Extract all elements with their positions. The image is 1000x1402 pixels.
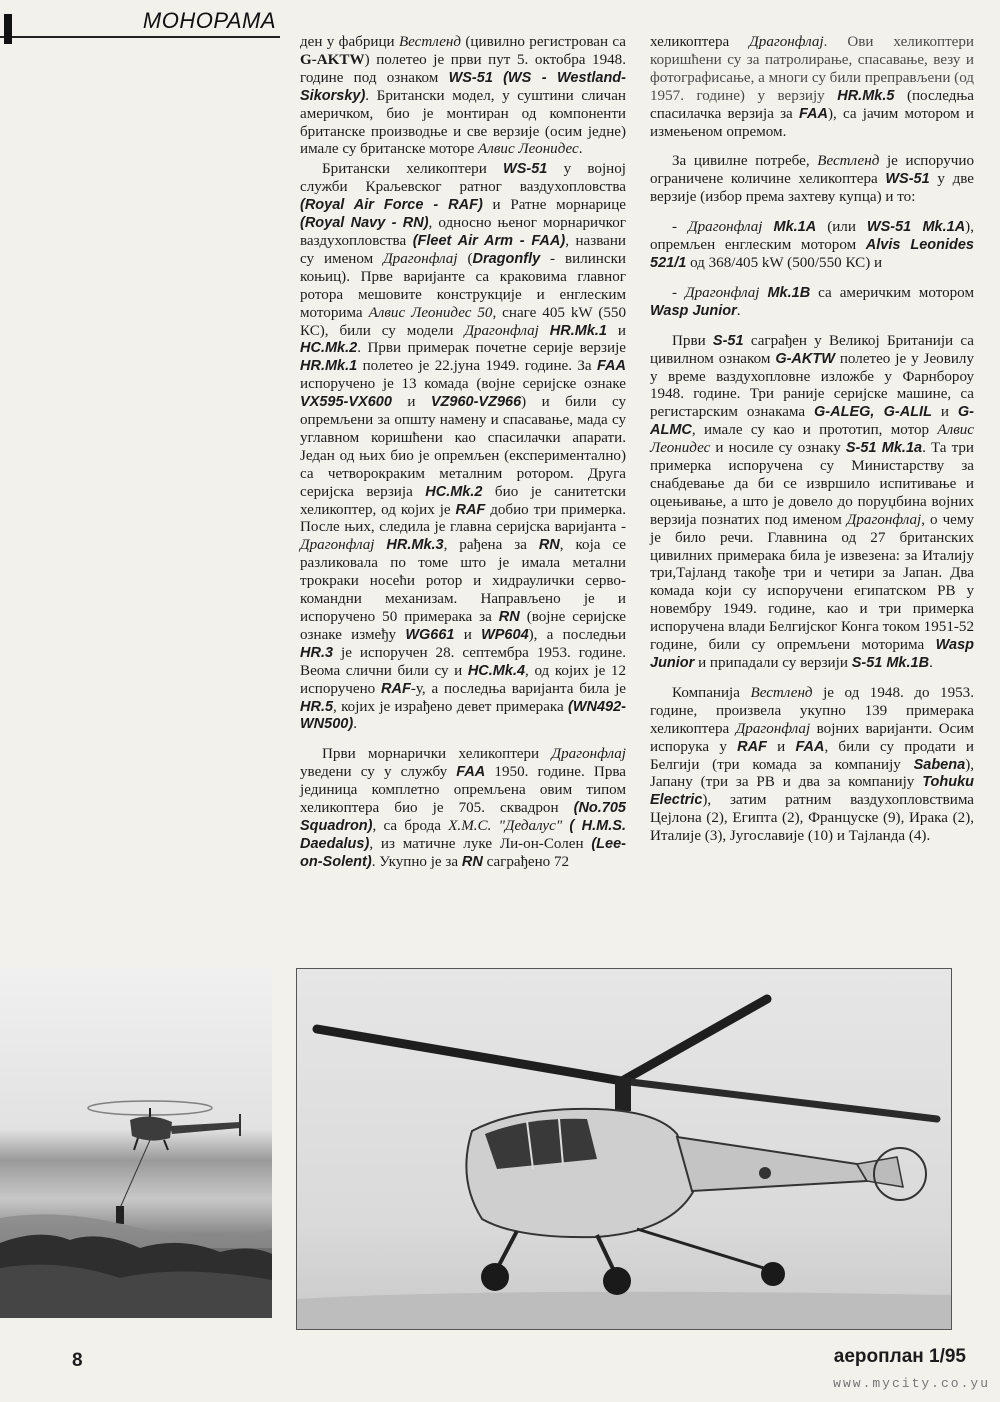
article-column-1 bbox=[300, 34, 626, 874]
column2-paragraph-1: хеликоптера Драгонфлај. Ови хеликоптери коришћени су за патролирање, спасавање, везу и фотографисање, а многи су били преправљени (од 1957. године) у верзију HR.Mk.5 (последња спасилачка верзија за FAA), са јачим мотором и измењеном опремом. bbox=[650, 34, 975, 140]
helicopter-rescue-photo bbox=[0, 968, 272, 1318]
page-number: 8 bbox=[72, 1350, 83, 1371]
watermark: www.mycity.co.yu bbox=[833, 1376, 990, 1391]
column2-paragraph-5: Први S-51 саграђен у Великој Британији са цивилном ознаком G-AKTW полетео је у Јеовилу у време ваздухопловне изложбе у Фарнбороу 1948. године. Три раније серијске машине, са регистарским ознакама G-ALEG, G-ALIL и G-ALMC, имале су као и прототип, мотор Алвис Леонидес и носиле су ознаку S-51 Mk.1a. Та три примерка испоручена су Министарству за снабдевање да би се извршило испитивање и оцењивање, а што је довело до поруџбина војних верзија познатих под именом Драгонфлај, о чему је било речи. Главнина од 27 британских цивилних примерака била је извезена: за Италију три,Тајланд такође три и четири за Јапан. Два комада који су испоручени египатском РВ у новембру 1949. године, као и три примерка испоручена влади Белгијског Конга током 1951-52 године, били су опремљени моторима Wasp Junior и припадали су верзији S-51 Mk.1B. bbox=[650, 332, 975, 671]
column1-paragraph-2: Британски хеликоптери WS-51 у војној служби Краљевског ратног ваздухопловства (Royal Air Force - RAF) и Ратне морнарице (Royal Navy - RN), односно њеног морнаричког ваздухопловства (Fleet Air Arm - FAA), названи су именом Драгонфлај (Dragonfly - вилински коњиц). Прве варијанте са краковима главног ротора мешовите конструкције и енглеским моторима Алвис Леонидес 50, снаге 405 kW (550 КС), били су модели Драгонфлај HR.Mk.1 и HC.Mk.2. Први примерак почетне серије верзије HR.Mk.1 полетео је 22.јуна 1949. године. За FAA испоручено је 13 комада (војне серијске ознаке VX595-VX600 и VZ960-VZ966) и били су опремљени за општу намену и спасавање, мада су углавном коришћени као спасилачки апарати. Један од њих био је опремљен (експериментално) са четворокраким металним ротором. Друга серијска верзија HC.Mk.2 био је санитетски хеликоптер, од којих је RAF добио три примерка. После њих, следила је главна серијска варијанта - Драгонфлај HR.Mk.3, рађена за RN, која се разликовала по томе што је имала метални трокраки носећи ротор и хидраулички серво-командни механизам. Направљено је и испоручено 50 примерака за RN (војне серијске ознаке између WG661 и WP604), а последњи HR.3 је испоручен 28. септембра 1953. године. Веома слични били су и HC.Mk.4, од којих је 12 испоручено RAF-у, а последња варијанта била је HR.5, којих је израђено девет примерака (WN492-WN500). bbox=[300, 161, 627, 733]
header-mark bbox=[4, 14, 12, 44]
helicopter-rescue-illustration bbox=[0, 968, 272, 1318]
column1-paragraph-3: Први морнарички хеликоптери Драгонфлај уведени су у службу FAA 1950. године. Прва јединица комплетно опремљена овим типом хеликоптера био је 705. сквадрон (No.705 Squadron), са брода Х.М.С. "Дедалус" ( H.M.S. Daedalus), из матичне луке Ли-он-Солен (Lee-on-Solent). Укупно је за RN саграђено 72 bbox=[300, 746, 626, 870]
dragonfly-helicopter-illustration bbox=[297, 969, 951, 1329]
column1-paragraph-1: ден у фабрици Вестленд (цивилно регистрован са G-AKTW) полетео је први пут 5. октобра 1948. године под ознаком WS-51 (WS - Westland-Sikorsky). Британски модел, у суштини сличан америчком, био је монтиран од компоненти британске производње и све верзије (осим једне) имале су британске моторе Алвис Леонидес. bbox=[300, 34, 626, 158]
column2-paragraph-2: За цивилне потребе, Вестленд је испоручио ограничене количине хеликоптера WS-51 у две верзије (избор према захтеву купца) и то: bbox=[650, 153, 975, 206]
column2-paragraph-4: - Драгонфлај Mk.1B са америчким мотором Wasp Junior. bbox=[650, 284, 974, 319]
section-title: МОНОРАМА bbox=[142, 8, 276, 33]
dragonfly-helicopter-photo bbox=[296, 968, 952, 1330]
column2-paragraph-6: Компанија Вестленд је од 1948. до 1953. године, произвела укупно 139 примерака хеликоптера Драгонфлај војних варијанти. Осим испорука у RAF и FAA, били су продати и Белгији (три комада за компанију Sabena), Јапану (три за РВ и два за компанију Tohuku Electric), затим ратним ваздухопловствима Цејлона (2), Египта (2), Француске (9), Ирака (2), Италије (3), Југославије (10) и Тајланда (4). bbox=[650, 684, 974, 845]
article-column-2 bbox=[650, 34, 974, 848]
section-header bbox=[0, 6, 280, 38]
magazine-issue: аероплан 1/95 bbox=[833, 1346, 966, 1367]
column2-paragraph-3: - Драгонфлај Mk.1A (или WS-51 Mk.1A), опремљен енглеским мотором Alvis Leonides 521/1 од 368/405 kW (500/550 КС) и bbox=[650, 219, 974, 271]
